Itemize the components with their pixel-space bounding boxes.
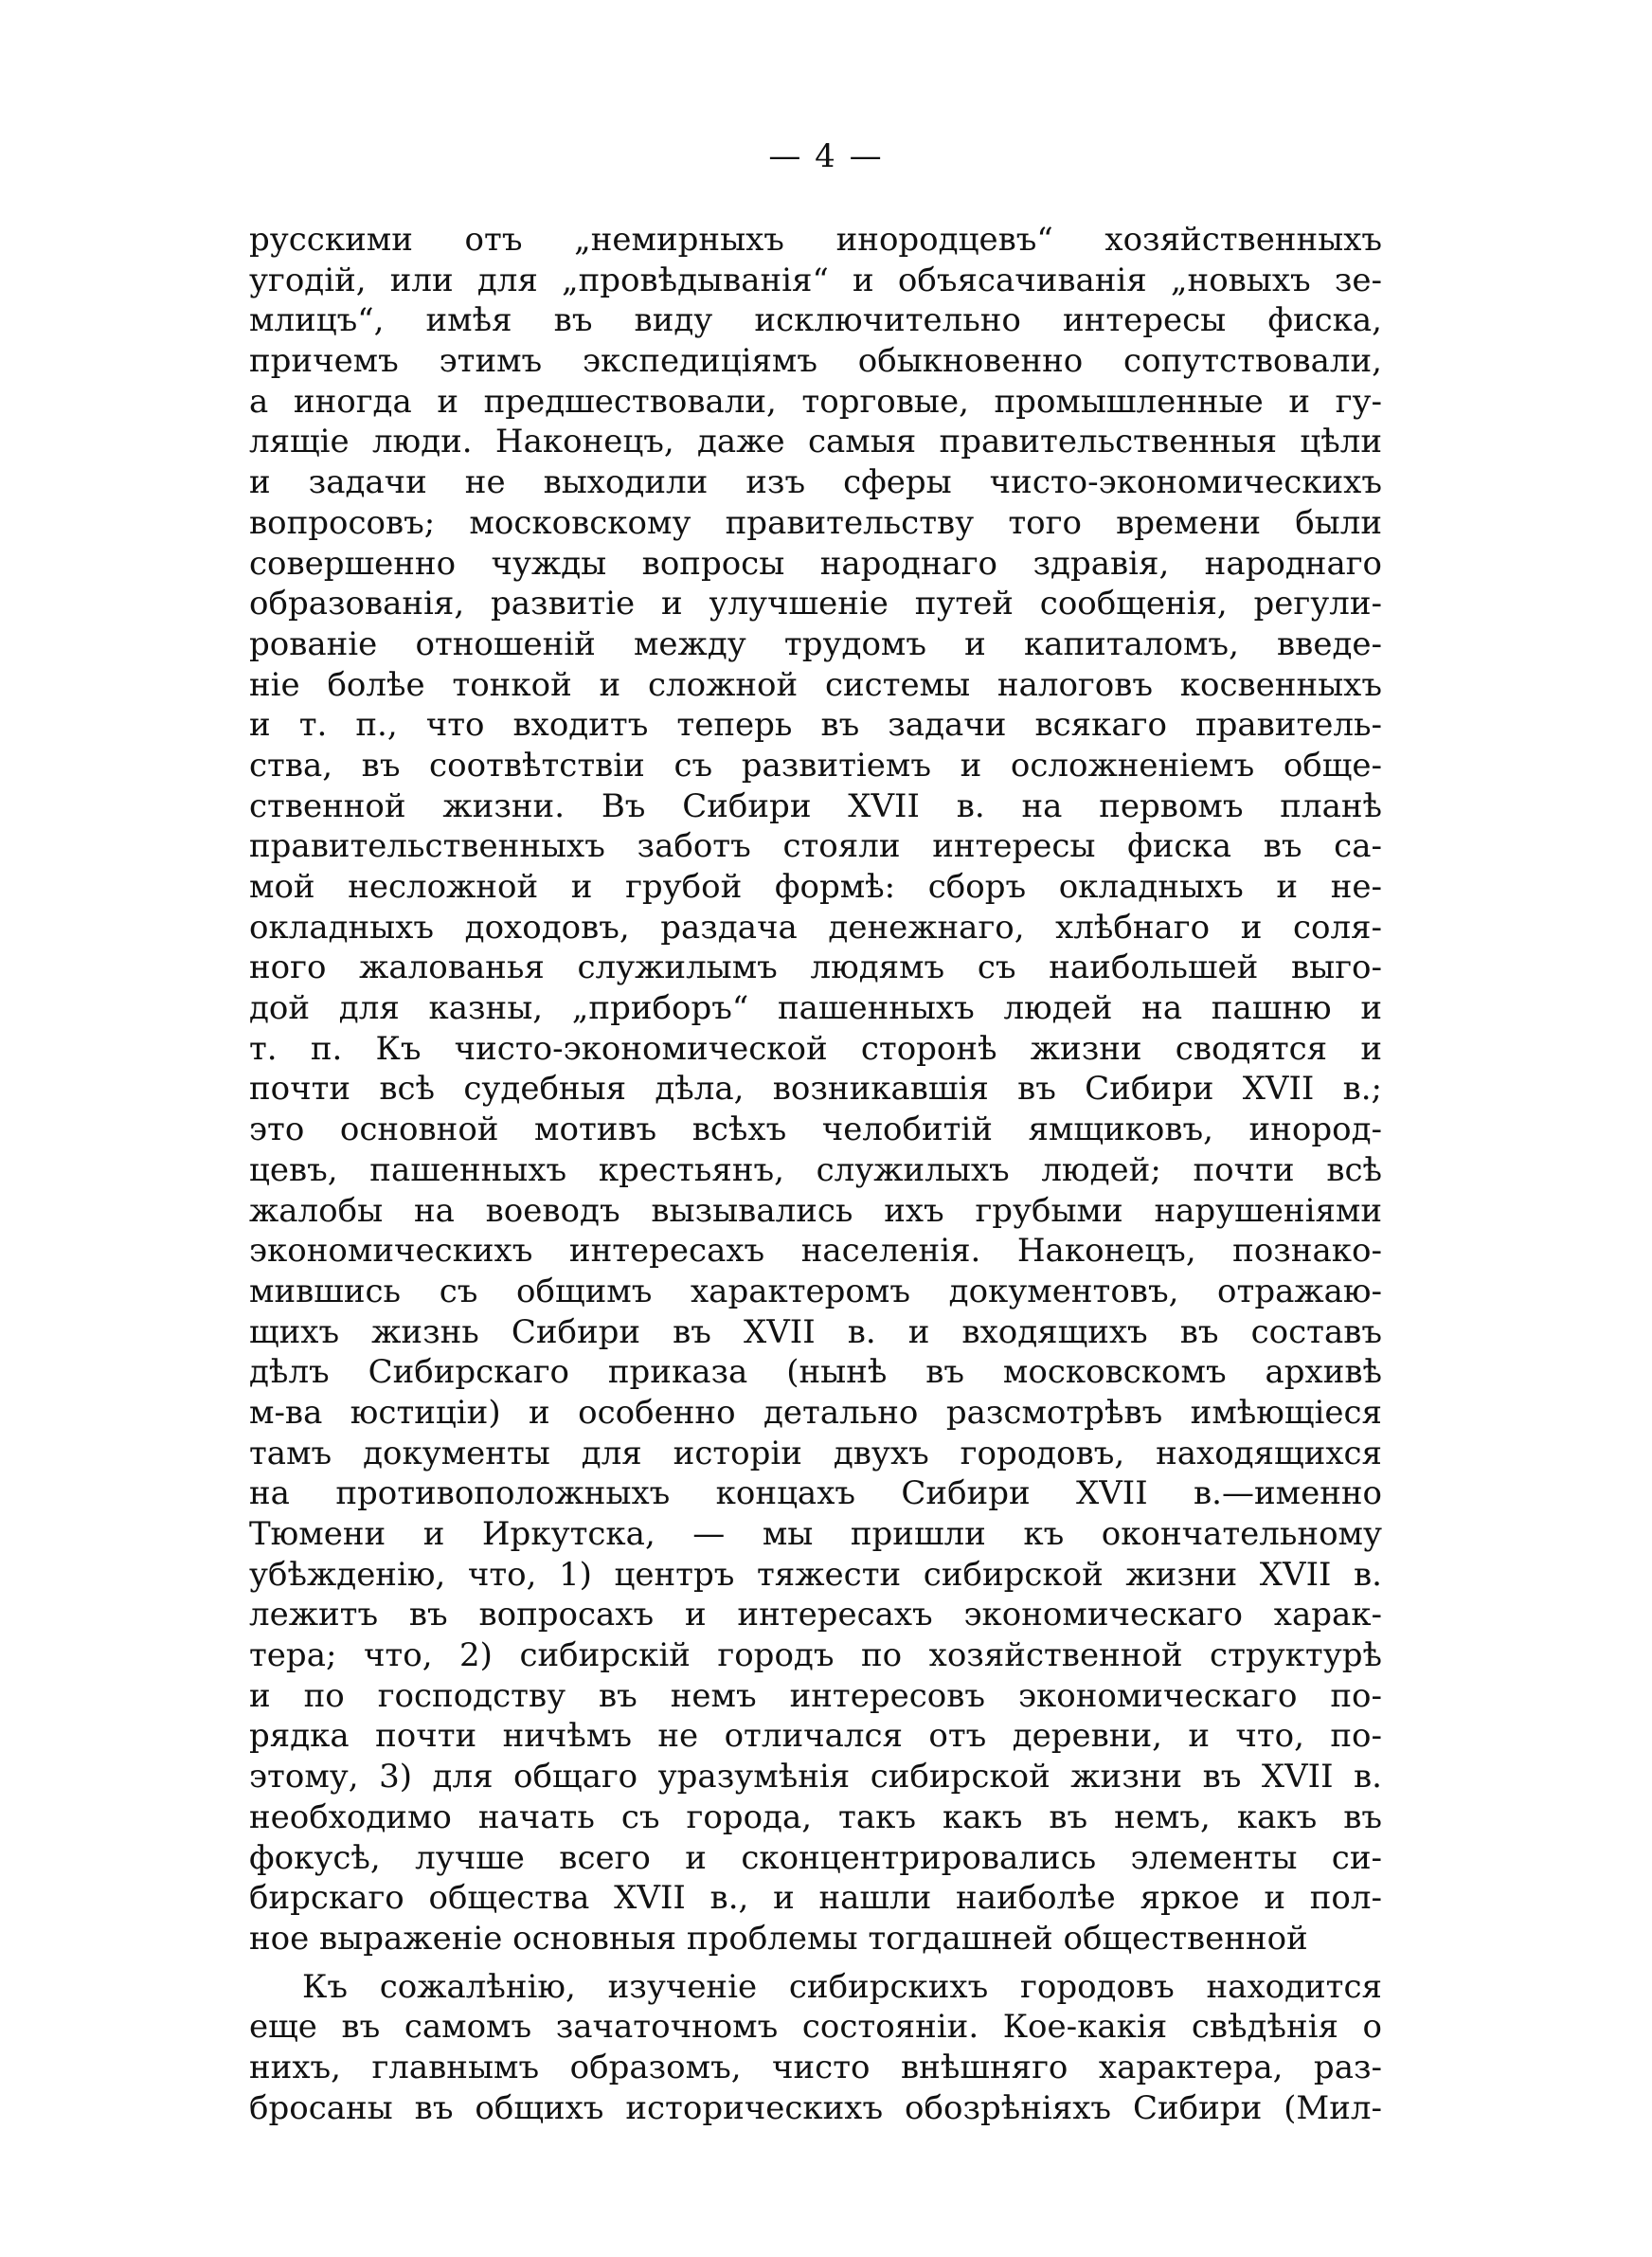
text-line: м-ва юстиціи) и особенно детально разсмотрѣвъ имѣющіеся: [249, 1393, 1382, 1432]
text-line: и т. п., что входитъ теперь въ задачи всякаго правитель-: [249, 706, 1382, 745]
text-line: а иногда и предшествовали, торговые, промышленные и гу-: [249, 382, 1382, 421]
paragraph-2: [249, 1967, 1382, 2129]
body-text: [249, 220, 1382, 2128]
text-line: млицъ“, имѣя въ виду исключительно интересы фиска,: [249, 301, 1382, 340]
text-line: ное выраженіе основныя проблемы тогдашней общественной: [249, 1919, 1308, 1958]
text-line: окладныхъ доходовъ, раздача денежнаго, хлѣбнаго и соля-: [249, 908, 1382, 947]
text-line: убѣжденію, что, 1) центръ тяжести сибирской жизни XVII в.: [249, 1555, 1382, 1594]
text-line: дѣлъ Сибирскаго приказа (нынѣ въ московскомъ архивѣ: [249, 1353, 1382, 1392]
text-line: и по господству въ немъ интересовъ экономическаго по-: [249, 1676, 1382, 1715]
text-line: тера; что, 2) сибирскій городъ по хозяйственной структурѣ: [249, 1636, 1382, 1675]
text-line: почти всѣ судебныя дѣла, возникавшія въ Сибири XVII в.;: [249, 1070, 1382, 1109]
text-line: рованіе отношеній между трудомъ и капиталомъ, введе-: [249, 624, 1382, 663]
text-line: бирскаго общества XVII в., и нашли наиболѣе яркое и пол-: [249, 1879, 1382, 1918]
text-line: рядка почти ничѣмъ не отличался отъ деревни, и что, по-: [249, 1717, 1382, 1756]
text-line: вопросовъ; московскому правительству того времени были: [249, 503, 1382, 542]
paragraph-1: [249, 220, 1382, 1959]
text-line: на противоположныхъ концахъ Сибири XVII в.—именно: [249, 1474, 1382, 1513]
text-line: правительственныхъ заботъ стояли интересы фиска въ са-: [249, 827, 1382, 866]
text-line: этому, 3) для общаго уразумѣнія сибирской жизни въ XVII в.: [249, 1758, 1382, 1797]
text-line: т. п. Къ чисто-экономической сторонѣ жизни сводятся и: [249, 1029, 1382, 1068]
text-line: тамъ документы для исторіи двухъ городовъ, находящихся: [249, 1434, 1382, 1472]
text-line: причемъ этимъ экспедиціямъ обыкновенно сопутствовали,: [249, 342, 1382, 381]
text-line: мой несложной и грубой формѣ: сборъ окладныхъ и не-: [249, 868, 1382, 906]
text-line: нихъ, главнымъ образомъ, чисто внѣшняго характера, раз-: [249, 2048, 1382, 2086]
text-line: цевъ, пашенныхъ крестьянъ, служилыхъ людей; почти всѣ: [249, 1150, 1382, 1189]
text-line: бросаны въ общихъ историческихъ обозрѣніяхъ Сибири (Мил-: [249, 2088, 1382, 2127]
text-line: фокусѣ, лучше всего и сконцентрировались элементы си-: [249, 1838, 1382, 1877]
text-line: угодій, или для „провѣдыванія“ и объясачиванія „новыхъ зе-: [249, 261, 1382, 299]
text-line: еще въ самомъ зачаточномъ состояніи. Кое-какія свѣдѣнія о: [249, 2008, 1382, 2047]
text-line: ственной жизни. Въ Сибири XVII в. на первомъ планѣ: [249, 786, 1382, 825]
text-line: дой для казны, „приборъ“ пашенныхъ людей на пашню и: [249, 989, 1382, 1028]
text-line: ства, въ соотвѣтствіи съ развитіемъ и осложненіемъ обще-: [249, 746, 1382, 785]
text-line: Къ сожалѣнію, изученіе сибирскихъ городовъ находится: [302, 1967, 1382, 2006]
text-line: Тюмени и Иркутска, — мы пришли къ окончательному: [249, 1515, 1382, 1553]
text-line: образованія, развитіе и улучшеніе путей сообщенія, регули-: [249, 585, 1382, 623]
text-line: совершенно чужды вопросы народнаго здравія, народнаго: [249, 544, 1382, 583]
text-line: русскими отъ „немирныхъ инородцевъ“ хозяйственныхъ: [249, 221, 1382, 259]
text-line: это основной мотивъ всѣхъ челобитій ямщиковъ, инород-: [249, 1110, 1382, 1149]
text-line: необходимо начать съ города, такъ какъ въ немъ, какъ въ: [249, 1797, 1382, 1836]
text-line: жалобы на воеводъ вызывались ихъ грубыми нарушеніями: [249, 1191, 1382, 1230]
text-line: ніе болѣе тонкой и сложной системы налоговъ косвенныхъ: [249, 665, 1382, 704]
text-line: лящіе люди. Наконецъ, даже самыя правительственныя цѣли: [249, 423, 1382, 461]
text-line: и задачи не выходили изъ сферы чисто-экономическихъ: [249, 463, 1382, 502]
text-line: экономическихъ интересахъ населенія. Наконецъ, познако-: [249, 1232, 1382, 1271]
text-line: щихъ жизнь Сибири въ XVII в. и входящихъ въ составъ: [249, 1312, 1382, 1351]
text-line: мившись съ общимъ характеромъ документовъ, отражаю-: [249, 1272, 1382, 1310]
page-number: — 4 —: [768, 137, 884, 175]
text-line: ного жалованья служилымъ людямъ съ наибольшей выго-: [249, 948, 1382, 987]
text-line: лежитъ въ вопросахъ и интересахъ экономическаго харак-: [249, 1596, 1382, 1634]
